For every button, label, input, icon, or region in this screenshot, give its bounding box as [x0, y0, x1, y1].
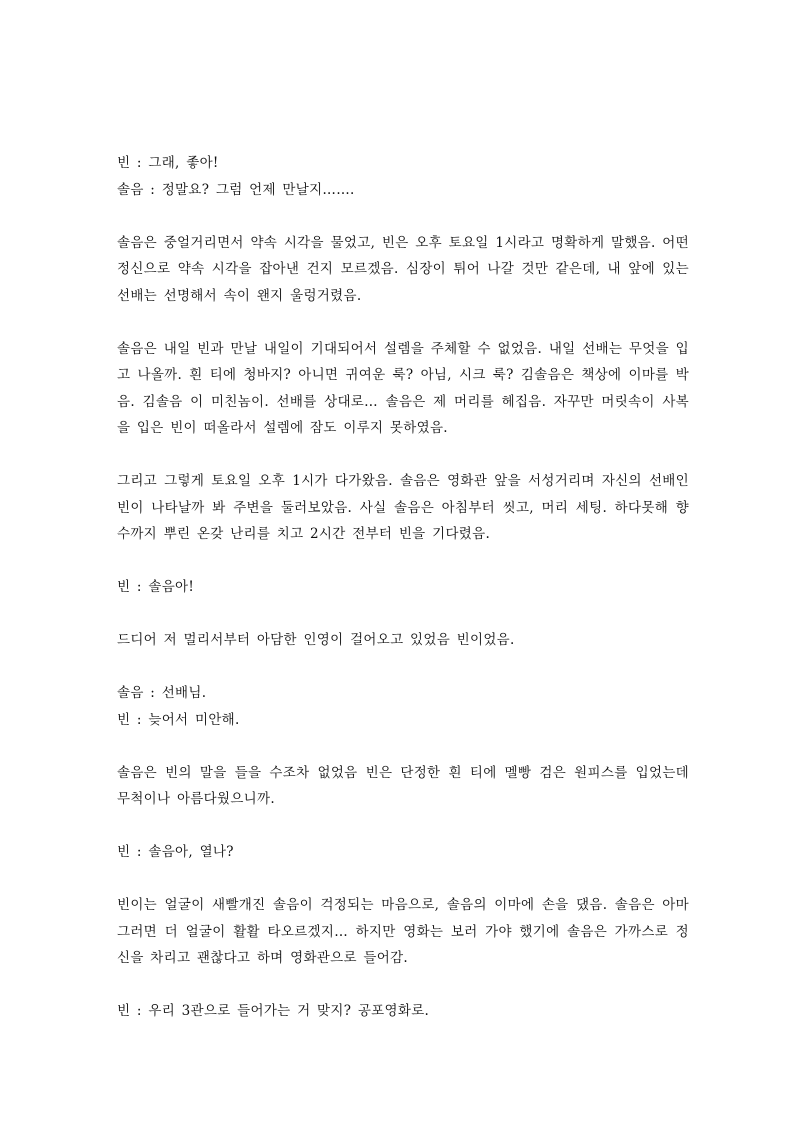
dialogue-line: 빈 : 솔음아, 열나?: [117, 844, 234, 860]
dialogue-line: 빈 : 솔음아!: [117, 579, 195, 595]
dialogue-block: [117, 680, 689, 733]
dialogue-block: [117, 839, 689, 866]
dialogue-line: 솔음 : 선배님.: [117, 685, 207, 701]
dialogue-line: 솔음 : 정말요? 그럼 언제 만날지…….: [117, 181, 355, 198]
narrative-paragraph: 솔음은 빈의 말을 들을 수조차 없었음 빈은 단정한 흰 티에 멜빵 검은 원피스를 입었는데 무척이나 아름다웠으니까.: [117, 764, 689, 807]
dialogue-block: [117, 150, 689, 203]
dialogue-block: [117, 574, 689, 601]
dialogue-line: 빈 : 그래, 좋아!: [117, 155, 219, 171]
narrative-paragraph: 그리고 그렇게 토요일 오후 1시가 다가왔음. 솔음은 영화관 앞을 서성거리며 자신의 선배인 빈이 나타날까 봐 주변을 둘러보았음. 사실 솔음은 아침부터 씻고, 머리 세팅. 하다못해 향수까지 뿌린 온갖 난리를 치고 2시간 전부터 빈을 기다렸음.: [117, 473, 689, 542]
narrative-paragraph: 솔음은 내일 빈과 만날 내일이 기대되어서 설렘을 주체할 수 없었음. 내일 선배는 무엇을 입고 나올까. 흰 티에 청바지? 아니면 귀여운 룩? 아님, 시크 룩? 김솔음은 책상에 이마를 박음. 김솔음 이 미친놈이. 선배를 상대로… 솔음은 제 머리를 헤집음. 자꾸만 머릿속이 사복을 입은 빈이 떠올라서 설렘에 잠도 이루지 못하였음.: [117, 340, 689, 436]
dialogue-block: [117, 998, 689, 1025]
narrative-paragraph: 빈이는 얼굴이 새빨개진 솔음이 걱정되는 마음으로, 솔음의 이마에 손을 댔음. 솔음은 아마 그러면 더 얼굴이 활활 타오르겠지… 하지만 영화는 보러 가야 했기에 솔음은 가까스로 정신을 차리고 괜찮다고 하며 영화관으로 들어감.: [117, 897, 689, 966]
narrative-paragraph: 솔음은 중얼거리면서 약속 시각을 물었고, 빈은 오후 토요일 1시라고 명확하게 말했음. 어떤 정신으로 약속 시각을 잡아낸 건지 모르겠음. 심장이 튀어 나갈 것만 같은데, 내 앞에 있는 선배는 선명해서 속이 왠지 울렁거렸음.: [117, 234, 689, 304]
dialogue-line: 빈 : 늦어서 미안해.: [117, 711, 240, 728]
document-page: [117, 150, 689, 1025]
dialogue-line: 빈 : 우리 3관으로 들어가는 거 맞지? 공포영화로.: [117, 1003, 430, 1019]
narrative-paragraph: 드디어 저 멀리서부터 아담한 인영이 걸어오고 있었음 빈이었음.: [117, 632, 515, 648]
